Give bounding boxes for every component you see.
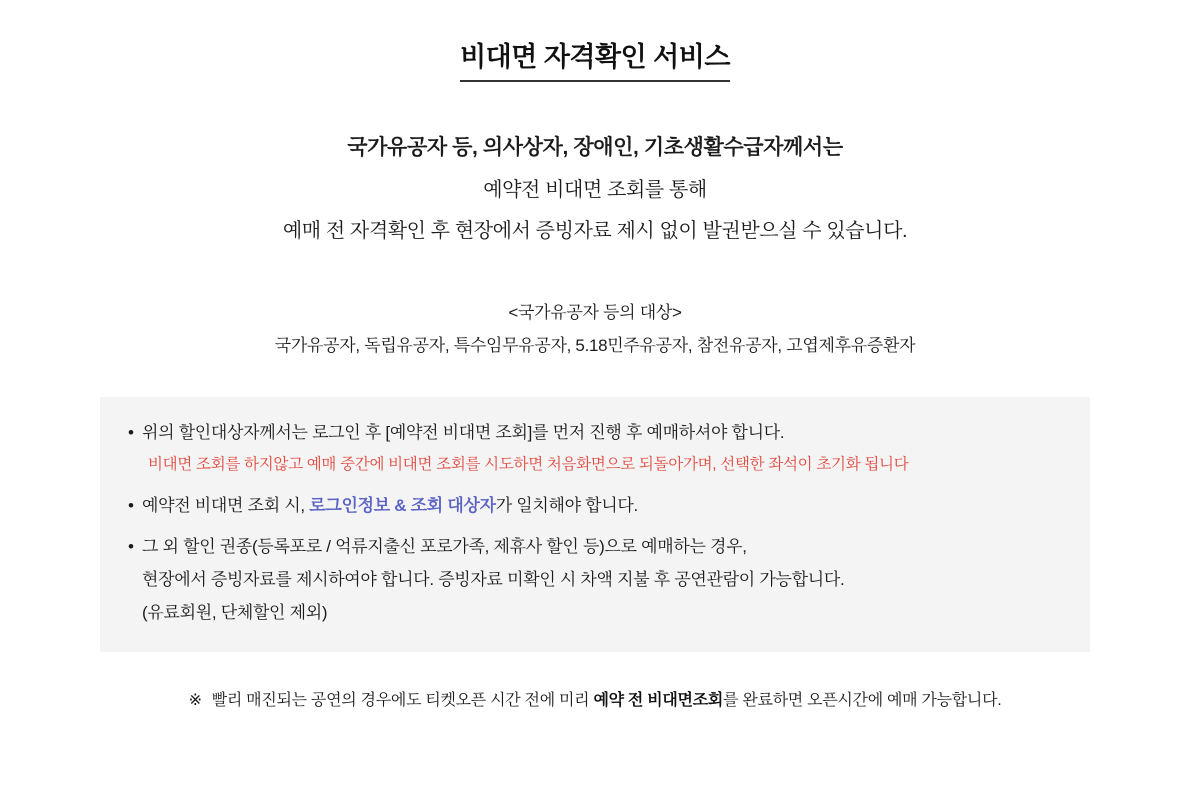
footnote-pre: 빨리 매진되는 공연의 경우에도 티켓오픈 시간 전에 미리 <box>211 692 594 710</box>
notice-item-2-highlight-target: 조회 대상자 <box>410 495 496 515</box>
notice-item-3-line-2: 현장에서 증빙자료를 제시하여야 합니다. 증빙자료 미확인 시 차액 지불 후 공연관람이 가능합니다. <box>142 569 845 589</box>
notice-item-1-warning: 비대면 조회를 하지않고 예매 중간에 비대면 조회를 시도하면 처음화면으로 되돌아가며, 선택한 좌석이 초기화 됩니다 <box>148 455 909 473</box>
intro-block <box>0 130 1190 249</box>
page-title-container <box>0 0 1190 82</box>
notice-item-1-body <box>142 419 1062 478</box>
page-title: 비대면 자격확인 서비스 <box>460 40 730 82</box>
notice-item-2-highlight-login: 로그인정보 <box>309 495 390 515</box>
bullet-icon: • <box>128 422 134 442</box>
target-block <box>0 299 1190 361</box>
notice-item-3-line-3: (유료회원, 단체할인 제외) <box>142 603 328 623</box>
notice-item-2-body <box>142 492 1062 519</box>
target-list: 국가유공자, 독립유공자, 특수임무유공자, 5.18민주유공자, 참전유공자, 고엽제후유증환자 <box>274 335 916 355</box>
notice-item-2-pre: 예약전 비대면 조회 시, <box>142 495 310 515</box>
reference-mark-icon: ※ <box>188 692 202 710</box>
footnote-emphasis: 예약 전 비대면조회 <box>593 692 724 710</box>
notice-item-2 <box>128 492 1062 519</box>
notice-item-2-ampersand: & <box>389 495 411 515</box>
notice-item-1-main: 위의 할인대상자께서는 로그인 후 [예약전 비대면 조회]를 먼저 진행 후 예매하셔야 합니다. <box>142 422 785 442</box>
notice-panel <box>100 397 1090 653</box>
bullet-icon: • <box>128 536 134 556</box>
notice-item-3-line-1: 그 외 할인 권종(등록포로 / 억류지출신 포로가족, 제휴사 할인 등)으로 예매하는 경우, <box>142 536 747 556</box>
notice-item-3 <box>128 533 1062 627</box>
notice-item-1 <box>128 419 1062 478</box>
notice-item-2-post: 가 일치해야 합니다. <box>495 495 638 515</box>
target-heading: <국가유공자 등의 대상> <box>508 302 682 322</box>
bullet-icon: • <box>128 495 134 515</box>
intro-line-1: 국가유공자 등, 의사상자, 장애인, 기초생활수급자께서는 <box>347 136 843 160</box>
intro-line-2: 예약전 비대면 조회를 통해 <box>483 178 707 201</box>
footnote-post: 를 완료하면 오픈시간에 예매 가능합니다. <box>723 692 1002 710</box>
intro-line-3: 예매 전 자격확인 후 현장에서 증빙자료 제시 없이 발권받으실 수 있습니다. <box>282 219 908 242</box>
footnote <box>0 688 1190 714</box>
notice-item-3-body <box>142 533 1062 627</box>
